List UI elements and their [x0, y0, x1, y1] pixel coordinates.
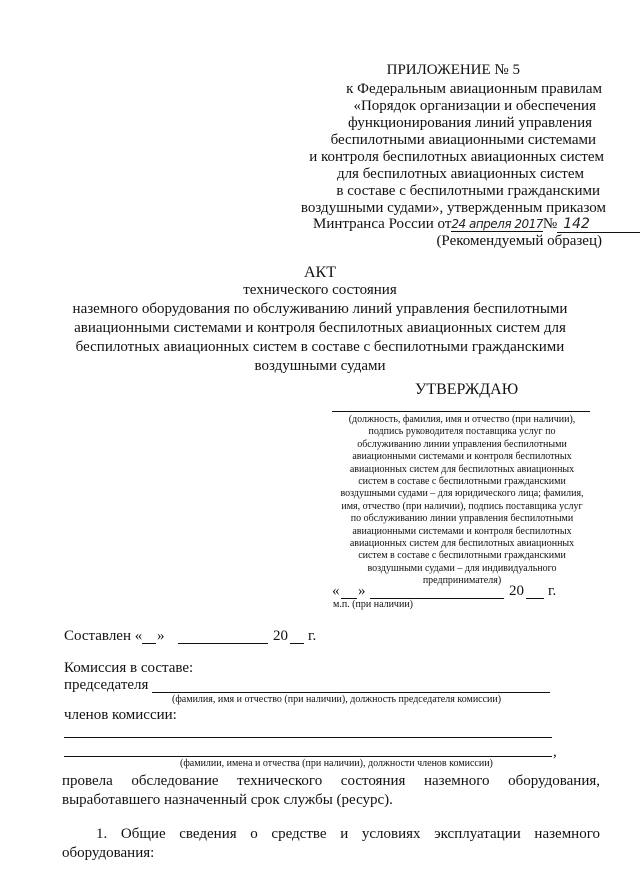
note-line: обслуживанию линии управления беспилотными	[357, 438, 567, 450]
note-line: авиационными системами и контроля беспилотных	[352, 451, 572, 463]
appendix-line: и контроля беспилотных авиационных систем	[309, 149, 604, 165]
appendix-line: для беспилотных авиационных систем	[336, 166, 584, 182]
act-subtitle: авиационными системами и контроля беспилотных авиационных систем для	[74, 320, 566, 336]
sample-note: (Рекомендуемый образец)	[436, 233, 602, 249]
members-label: членов комиссии:	[64, 707, 177, 723]
order-date-handwritten: 24 апреля 2017	[451, 217, 543, 231]
approve-date-close: »	[358, 583, 366, 599]
note-line: воздушными судами – для индивидуального	[367, 562, 557, 574]
compiled-year-prefix: 20	[273, 628, 288, 644]
compiled-label: Составлен «	[64, 628, 143, 644]
order-number-handwritten: 142	[557, 216, 640, 233]
appendix-title: ПРИЛОЖЕНИЕ № 5	[386, 62, 520, 78]
chairman-line	[152, 692, 550, 693]
approve-year-suffix: г.	[548, 583, 557, 599]
approve-year-line	[526, 598, 544, 599]
act-title: АКТ	[304, 264, 336, 281]
note-line: предпринимателя)	[422, 575, 502, 587]
approve-label: УТВЕРЖДАЮ	[415, 381, 519, 398]
note-line: авиационных систем для беспилотных авиационных	[349, 538, 575, 550]
compiled-year-line	[290, 643, 304, 644]
act-subtitle: технического состояния	[243, 282, 397, 298]
note-line: (должность, фамилия, имя и отчество (при наличии),	[348, 414, 576, 425]
appendix-line: к Федеральным авиационным правилам	[346, 81, 602, 97]
note-line: подпись руководителя поставщика услуг по	[368, 426, 556, 438]
approver-note	[334, 414, 590, 588]
stamp-note: м.п. (при наличии)	[333, 599, 413, 610]
compiled-month-line	[178, 643, 268, 644]
approve-date-open: «	[332, 583, 340, 599]
appendix-line: воздушными судами», утвержденным приказом	[300, 200, 606, 216]
compiled-day-line	[142, 643, 156, 644]
members-line	[64, 737, 552, 738]
members-note: (фамилии, имена и отчества (при наличии), должности членов комиссии)	[180, 758, 493, 769]
chairman-label: председателя	[64, 677, 149, 693]
note-line: воздушными судами – для юридического лица; фамилия,	[340, 488, 584, 500]
body-paragraph: провела обследование технического состояния наземного оборудования, выработавшего назначенный срок службы (ресурс).	[62, 773, 600, 808]
ministry-order-line	[313, 216, 640, 233]
note-line: систем в составе с беспилотными гражданскими	[358, 550, 566, 562]
approve-year-prefix: 20	[509, 583, 524, 599]
chairman-note: (фамилия, имя и отчество (при наличии), должность председателя комиссии)	[172, 694, 502, 705]
appendix-line: беспилотными авиационными системами	[330, 132, 596, 148]
commission-header: Комиссия в составе:	[64, 660, 194, 676]
ministry-prefix: Минтранса России от	[313, 216, 452, 232]
note-line: по обслуживанию линии управления беспилотными	[350, 513, 574, 525]
section-1-heading: 1. Общие сведения о средстве и условиях эксплуатации наземного оборудования:	[62, 826, 600, 861]
approver-signature-line	[332, 411, 590, 412]
order-number-label: №	[542, 216, 558, 232]
note-line: имя, отчество (при наличии), подпись поставщика услуг	[341, 500, 583, 512]
act-subtitle: воздушными судами	[254, 358, 386, 374]
appendix-line: функционирования линий управления	[347, 115, 592, 131]
note-line: авиационных систем для беспилотных авиационных	[349, 463, 575, 475]
act-subtitle: наземного оборудования по обслуживанию линий управления беспилотными	[72, 301, 568, 317]
members-comma: ,	[553, 744, 557, 760]
note-line: систем в составе с беспилотными гражданскими	[358, 476, 566, 488]
appendix-line: в составе с беспилотными гражданскими	[336, 183, 600, 199]
compiled-year-suffix: г.	[308, 628, 317, 644]
act-subtitle: беспилотных авиационных систем в составе с беспилотными гражданскими	[75, 339, 565, 355]
members-line	[64, 756, 552, 757]
appendix-line: «Порядок организации и обеспечения	[353, 98, 596, 114]
compiled-close: »	[157, 628, 165, 644]
note-line: авиационными системами и контроля беспилотных	[352, 525, 572, 537]
